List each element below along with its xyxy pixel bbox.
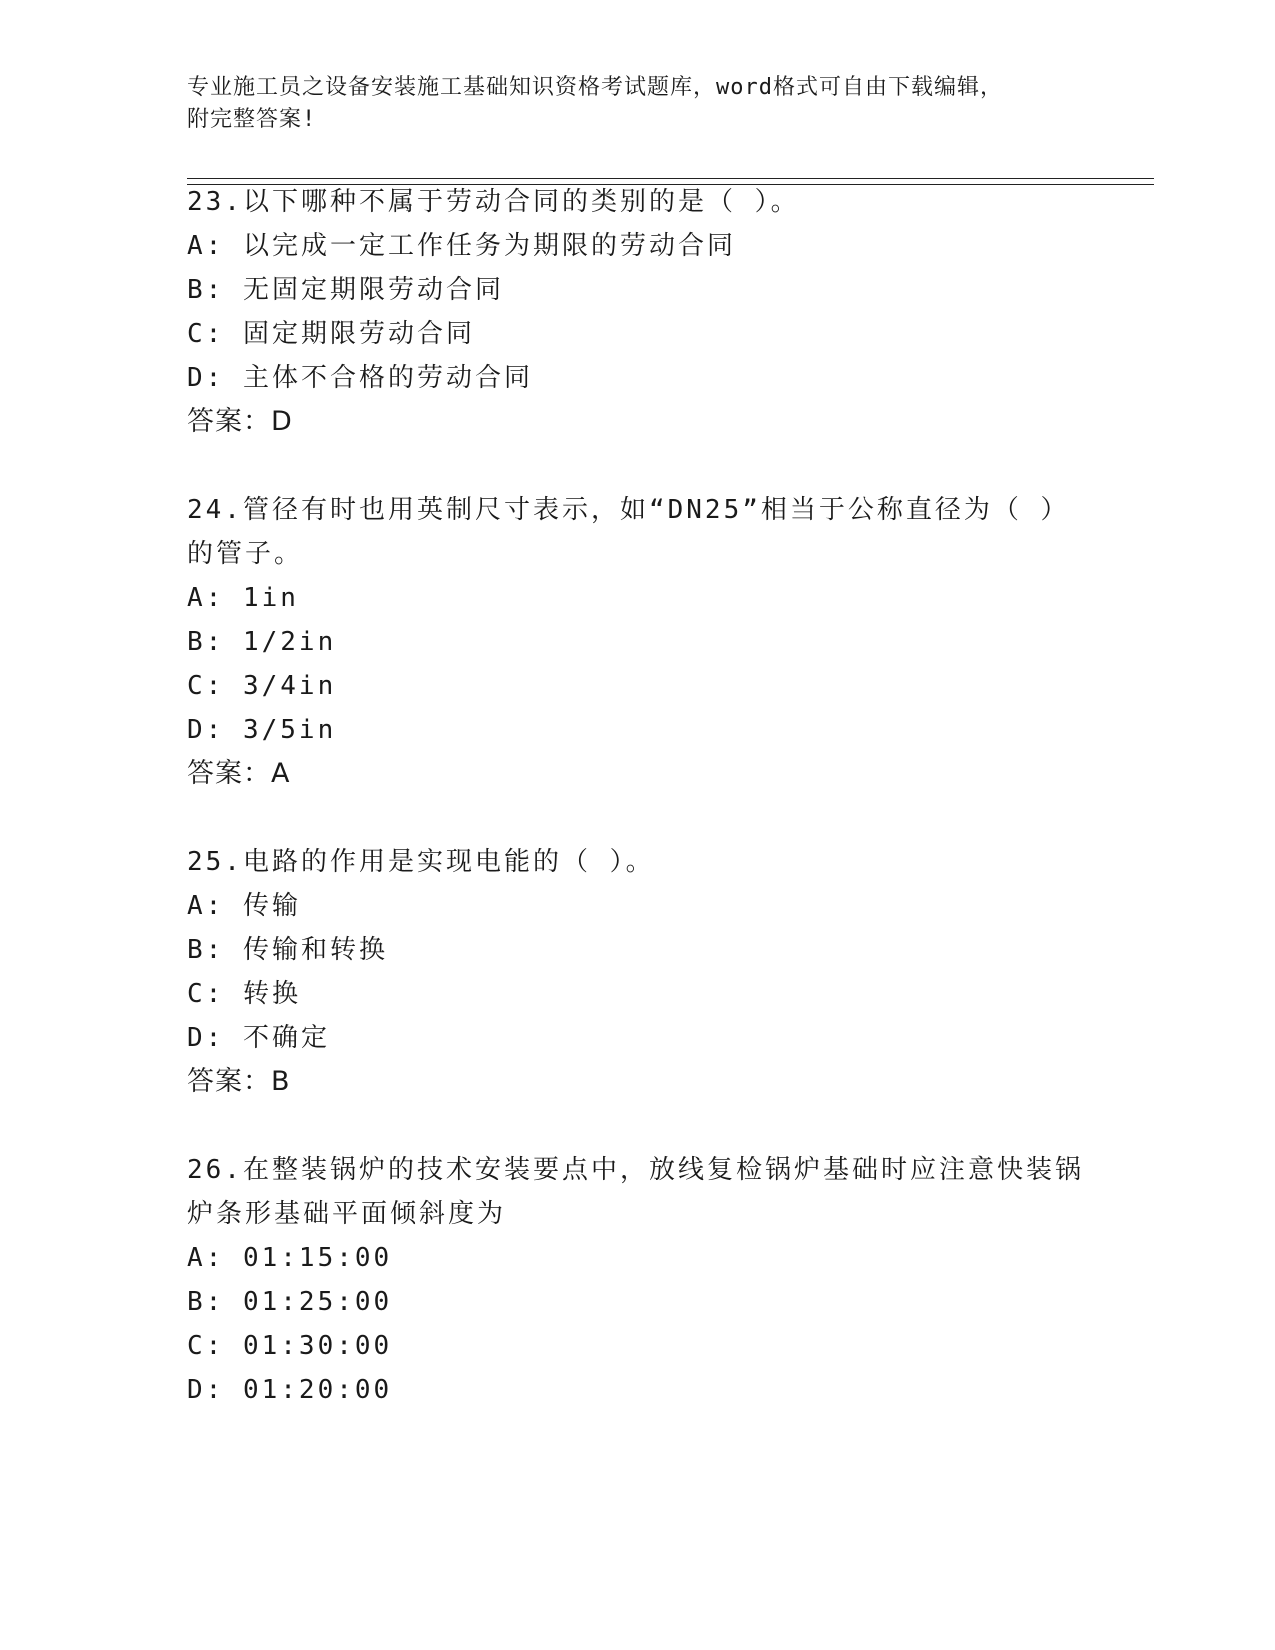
- document-header: [187, 72, 1087, 136]
- header-line-1: 专业施工员之设备安装施工基础知识资格考试题库，word格式可自由下载编辑，: [187, 75, 1003, 100]
- question-23-option-d: D: 主体不合格的劳动合同: [187, 363, 533, 393]
- question-24-option-d: D: 3/5in: [187, 715, 337, 745]
- question-24-stem: 24.管径有时也用英制尺寸表示，如“DN25”相当于公称直径为（ ）: [187, 495, 1070, 525]
- question-26-stem-continued: 炉条形基础平面倾斜度为: [187, 1199, 507, 1229]
- question-23-answer: 答案：D: [187, 406, 293, 437]
- question-26-option-b: B: 01:25:00: [187, 1287, 393, 1317]
- question-23-option-c: C: 固定期限劳动合同: [187, 319, 475, 349]
- question-25-answer: 答案：B: [187, 1066, 291, 1097]
- question-24-option-b: B: 1/2in: [187, 627, 337, 657]
- question-26-option-a: A: 01:15:00: [187, 1243, 393, 1273]
- question-23-stem: 23.以下哪种不属于劳动合同的类别的是（ ）。: [187, 187, 800, 217]
- question-25-option-c: C: 转换: [187, 979, 301, 1009]
- question-24-stem-continued: 的管子。: [187, 539, 304, 569]
- question-26-option-d: D: 01:20:00: [187, 1375, 393, 1405]
- question-25-option-d: D: 不确定: [187, 1023, 330, 1053]
- question-23-option-a: A: 以完成一定工作任务为期限的劳动合同: [187, 231, 736, 261]
- question-23-option-b: B: 无固定期限劳动合同: [187, 275, 504, 305]
- header-line-2: 附完整答案!: [187, 107, 317, 132]
- question-24-answer: 答案：A: [187, 758, 291, 789]
- question-25-option-b: B: 传输和转换: [187, 935, 388, 965]
- header-divider-top: [187, 178, 1154, 179]
- question-26-stem: 26.在整装锅炉的技术安装要点中，放线复检锅炉基础时应注意快装锅: [187, 1155, 1084, 1185]
- question-25-stem: 25.电路的作用是实现电能的（ ）。: [187, 847, 655, 877]
- question-26-option-c: C: 01:30:00: [187, 1331, 393, 1361]
- question-24-option-c: C: 3/4in: [187, 671, 337, 701]
- question-25-option-a: A: 传输: [187, 891, 301, 921]
- question-24-option-a: A: 1in: [187, 583, 299, 613]
